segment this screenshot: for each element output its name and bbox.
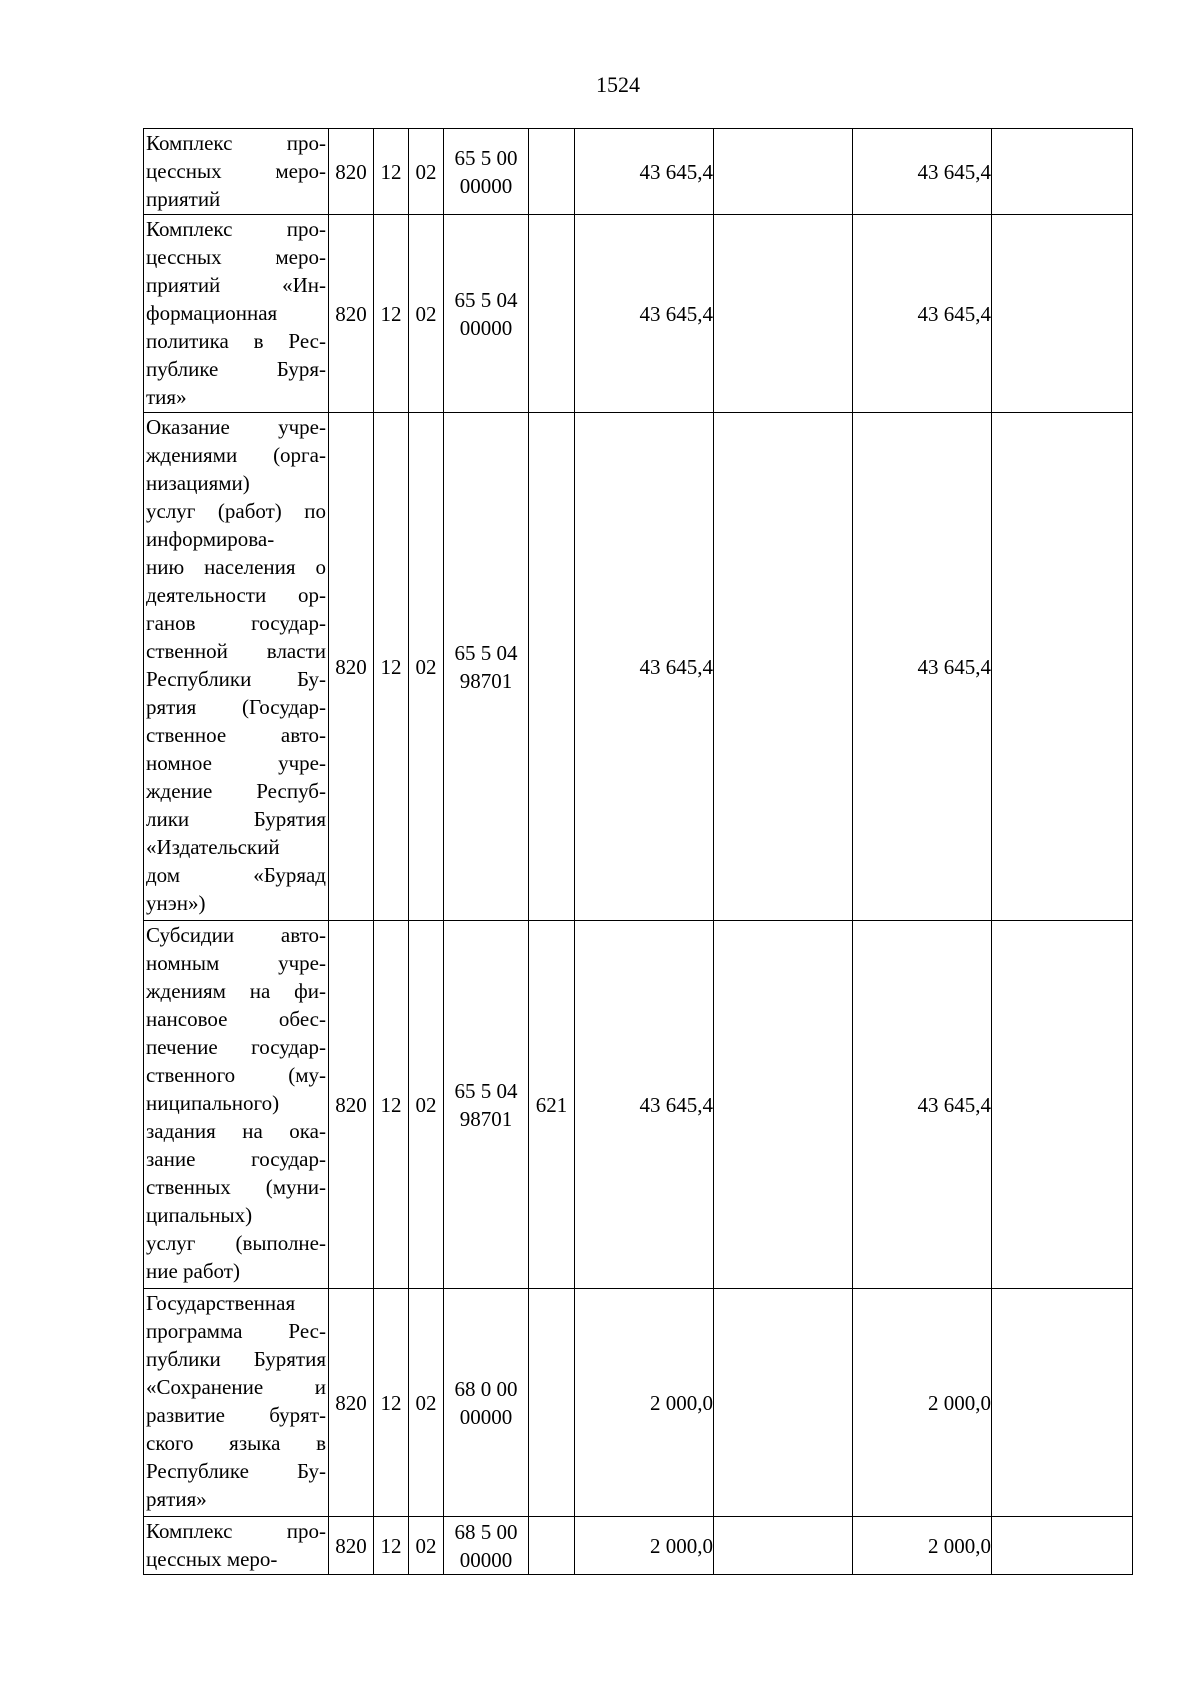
grbs-code: 820 (329, 921, 374, 1289)
amount-2 (714, 1517, 853, 1575)
amount-2 (714, 1289, 853, 1517)
amount-1: 2 000,0 (575, 1289, 714, 1517)
row-name-line: ниципального) (146, 1091, 280, 1115)
row-name-line: номным учре- (146, 951, 326, 975)
target-article-code (444, 129, 529, 215)
table-row (144, 921, 1133, 1289)
amount-2 (714, 129, 853, 215)
amount-3: 43 645,4 (853, 921, 992, 1289)
amount-3: 43 645,4 (853, 215, 992, 413)
row-name-line: рятия» (146, 1487, 207, 1511)
row-name-line: деятельности ор- (146, 583, 326, 607)
row-name-line: ждениям на фи- (146, 979, 326, 1003)
table-row (144, 129, 1133, 215)
row-name-line: услуг (выполне- (146, 1231, 326, 1255)
amount-4 (992, 129, 1133, 215)
amount-4 (992, 921, 1133, 1289)
expense-type-code (529, 215, 575, 413)
row-name-line: ственных (муни- (146, 1175, 326, 1199)
target-article-code (444, 1517, 529, 1575)
row-name-line: «Издательский (146, 835, 280, 859)
row-name (144, 1289, 329, 1517)
row-name-line: ципальных) (146, 1203, 253, 1227)
expense-type-code (529, 129, 575, 215)
expense-type-code (529, 1517, 575, 1575)
row-name-line: низациями) (146, 471, 250, 495)
grbs-code: 820 (329, 1289, 374, 1517)
row-name (144, 129, 329, 215)
table-row (144, 215, 1133, 413)
target-article-line: 00000 (459, 1404, 513, 1429)
subsection-code: 02 (409, 413, 444, 921)
section-code: 12 (374, 1517, 409, 1575)
subsection-code: 02 (409, 129, 444, 215)
amount-4 (992, 215, 1133, 413)
amount-2 (714, 215, 853, 413)
row-name-line: Оказание учре- (146, 415, 326, 439)
row-name-line: Субсидии авто- (146, 923, 326, 947)
target-article-code (444, 215, 529, 413)
section-code: 12 (374, 921, 409, 1289)
row-name-line: Комплекс про- (146, 217, 326, 241)
section-code: 12 (374, 215, 409, 413)
amount-4 (992, 1289, 1133, 1517)
page-number: 1524 (596, 72, 640, 97)
row-name-line: услуг (работ) по (146, 499, 326, 523)
row-name-line: приятий (146, 187, 221, 211)
row-name-line: публике Буря- (146, 357, 326, 381)
target-article-line: 98701 (459, 1106, 513, 1131)
amount-1: 43 645,4 (575, 129, 714, 215)
section-code: 12 (374, 129, 409, 215)
target-article-line: 65 5 00 (454, 145, 518, 170)
row-name-line: информирова- (146, 527, 275, 551)
budget-table (143, 128, 1133, 1575)
target-article-line: 68 5 00 (454, 1519, 518, 1544)
row-name-line: дом «Буряад (146, 863, 326, 887)
row-name-line: формационная (146, 301, 278, 325)
grbs-code: 820 (329, 413, 374, 921)
target-article-line: 00000 (459, 173, 513, 198)
row-name-line: цессных меро- (146, 245, 326, 269)
expense-type-code: 621 (529, 921, 575, 1289)
target-article-line: 98701 (459, 668, 513, 693)
target-article-line: 65 5 04 (454, 640, 518, 665)
grbs-code: 820 (329, 215, 374, 413)
subsection-code: 02 (409, 921, 444, 1289)
target-article-line: 65 5 04 (454, 287, 518, 312)
row-name-line: цессных меро- (146, 159, 326, 183)
target-article-line: 68 0 00 (454, 1376, 518, 1401)
target-article-line: 65 5 04 (454, 1078, 518, 1103)
row-name-line: тия» (146, 385, 187, 409)
amount-3: 43 645,4 (853, 129, 992, 215)
target-article-code (444, 921, 529, 1289)
target-article-code (444, 1289, 529, 1517)
target-article-line: 00000 (459, 315, 513, 340)
row-name (144, 1517, 329, 1575)
amount-4 (992, 1517, 1133, 1575)
section-code: 12 (374, 1289, 409, 1517)
amount-2 (714, 413, 853, 921)
row-name-line: Республике Бу- (146, 1459, 326, 1483)
row-name-line: ние работ) (146, 1259, 240, 1283)
grbs-code: 820 (329, 129, 374, 215)
target-article-code (444, 413, 529, 921)
amount-1: 43 645,4 (575, 413, 714, 921)
expense-type-code (529, 413, 575, 921)
row-name-line: ждениями (орга- (146, 443, 326, 467)
section-code: 12 (374, 413, 409, 921)
row-name-line: зание государ- (146, 1147, 326, 1171)
row-name-line: нию населения о (146, 555, 326, 579)
amount-1: 2 000,0 (575, 1517, 714, 1575)
table-row (144, 413, 1133, 921)
row-name-line: унэн») (146, 891, 206, 915)
table-row (144, 1517, 1133, 1575)
table-row (144, 1289, 1133, 1517)
subsection-code: 02 (409, 1517, 444, 1575)
row-name-line: политика в Рес- (146, 329, 326, 353)
row-name-line: Комплекс про- (146, 1519, 326, 1543)
row-name-line: развитие бурят- (146, 1403, 326, 1427)
row-name-line: программа Рес- (146, 1319, 326, 1343)
row-name-line: ственной власти (146, 639, 326, 663)
row-name-line: нансовое обес- (146, 1007, 326, 1031)
row-name-line: задания на ока- (146, 1119, 326, 1143)
row-name-line: «Сохранение и (146, 1375, 326, 1399)
grbs-code: 820 (329, 1517, 374, 1575)
row-name-line: приятий «Ин- (146, 273, 326, 297)
row-name-line: рятия (Государ- (146, 695, 326, 719)
expense-type-code (529, 1289, 575, 1517)
row-name-line: Комплекс про- (146, 131, 326, 155)
row-name-line: Республики Бу- (146, 667, 326, 691)
row-name-line: Государственная (146, 1291, 296, 1315)
row-name-line: ждение Респуб- (146, 779, 326, 803)
row-name-line: ганов государ- (146, 611, 326, 635)
amount-4 (992, 413, 1133, 921)
row-name-line: ственного (му- (146, 1063, 326, 1087)
row-name-line: цессных меро- (146, 1547, 278, 1571)
row-name-line: ского языка в (146, 1431, 326, 1455)
subsection-code: 02 (409, 215, 444, 413)
row-name-line: публики Бурятия (146, 1347, 326, 1371)
row-name-line: ственное авто- (146, 723, 326, 747)
row-name (144, 215, 329, 413)
row-name-line: номное учре- (146, 751, 326, 775)
amount-3: 2 000,0 (853, 1289, 992, 1517)
row-name (144, 413, 329, 921)
row-name-line: печение государ- (146, 1035, 326, 1059)
amount-3: 43 645,4 (853, 413, 992, 921)
target-article-line: 00000 (459, 1547, 513, 1572)
row-name (144, 921, 329, 1289)
subsection-code: 02 (409, 1289, 444, 1517)
amount-1: 43 645,4 (575, 215, 714, 413)
row-name-line: лики Бурятия (146, 807, 326, 831)
amount-3: 2 000,0 (853, 1517, 992, 1575)
amount-2 (714, 921, 853, 1289)
amount-1: 43 645,4 (575, 921, 714, 1289)
